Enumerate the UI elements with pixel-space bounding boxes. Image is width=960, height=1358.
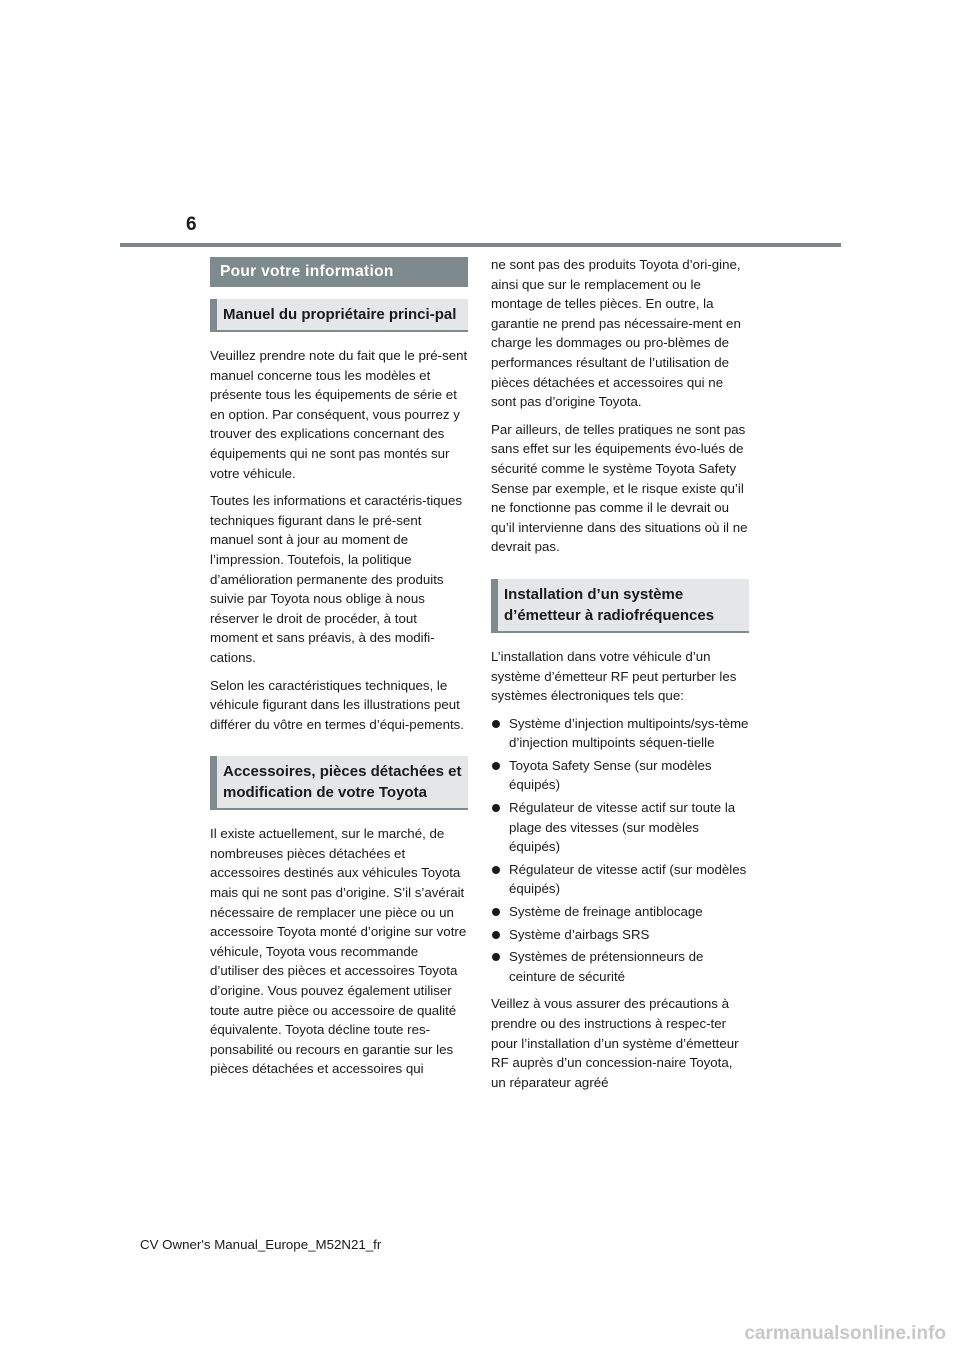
bullet-icon (492, 908, 500, 916)
bullet-icon (492, 804, 500, 812)
subsection-title-accessories: Accessoires, pièces détachées et modification de votre Toyota (210, 756, 468, 810)
header-rule (120, 243, 841, 247)
subsection-title-owners-manual: Manuel du propriétaire princi-pal (210, 299, 468, 332)
right-column (491, 255, 749, 1100)
left-column (210, 257, 468, 1087)
paragraph: L’installation dans votre véhicule d’un système d’émetteur RF peut perturber les systèmes électroniques tels que: (491, 648, 737, 704)
list-item (491, 756, 749, 795)
list-item-text: Système d’airbags SRS (509, 926, 650, 942)
bullet-icon (492, 866, 500, 874)
footer-text: CV Owner's Manual_Europe_M52N21_fr (140, 1237, 382, 1252)
list-item (491, 798, 749, 857)
bullet-icon (492, 720, 500, 728)
paragraph: Toutes les informations et caractéris-tiques techniques figurant dans le pré-sent manuel sont à jour au moment de l’impression. Toutefois, la politique d’amélioration permanente des produits suivie par Toyota nous oblige à nous réserver le droit de procéder, à tout moment et sans préavis, à des modifi-cations. (210, 493, 463, 665)
paragraph: Il existe actuellement, sur le marché, de nombreuses pièces détachées et accessoires destinés aux véhicules Toyota mais qui ne sont pas d’origine. S’il s’avérait nécessaire de remplacer une pièce ou un accessoire Toyota monté d’origine sur votre véhicule, Toyota vous recommande d’utiliser des pièces et accessoires Toyota d’origine. Vous pouvez également utiliser toute autre pièce ou accessoire de qualité équivalente. Toyota décline toute res-ponsabilité ou recours en garantie sur les pièces détachées et accessoires qui (210, 826, 467, 1077)
watermark[interactable]: carmanualsonline.info (744, 1323, 946, 1344)
list-item (491, 947, 749, 986)
list-item (491, 902, 749, 922)
paragraph: ne sont pas des produits Toyota d’ori-gine, ainsi que sur le remplacement ou le montage de telles pièces. En outre, la garantie ne prend pas nécessaire-ment en charge les dommages ou pro-blèmes de performances résultant de l’utilisation de pièces détachées et accessoires qui ne sont pas d’origine Toyota. (491, 257, 741, 410)
list-item (491, 925, 749, 945)
list-item-text: Régulateur de vitesse actif sur toute la plage des vitesses (sur modèles équipés) (509, 800, 736, 855)
bullet-icon (492, 762, 500, 770)
paragraph: Veillez à vous assurer des précautions à prendre ou des instructions à respec-ter pour l’installation d’un système d’émetteur RF auprès d’un concession-naire Toyota, un réparateur agréé (491, 996, 739, 1090)
list-item-text: Systèmes de prétensionneurs de ceinture de sécurité (509, 949, 704, 984)
list-item-text: Régulateur de vitesse actif (sur modèles équipés) (509, 861, 747, 897)
section-title: Pour votre information (210, 257, 468, 287)
paragraph: Selon les caractéristiques techniques, le véhicule figurant dans les illustrations peut différer du vôtre en termes d’équi-pements. (210, 677, 465, 732)
bullet-icon (492, 953, 500, 961)
paragraph: Par ailleurs, de telles pratiques ne sont pas sans effet sur les équipements évo-lués de sécurité comme le système Toyota Safety Sense par exemple, et le risque existe qu’il ne fonctionne pas comme il le devrait ou qu’il intervienne dans des situations où il ne devrait pas. (491, 421, 748, 555)
page-number: 6 (186, 214, 197, 235)
list-item (491, 714, 749, 753)
paragraph: Veuillez prendre note du fait que le pré-sent manuel concerne tous les modèles et présente tous les équipements de série et en option. Par conséquent, vous pourrez y trouver des explications concernant des équipements qui ne sont pas montés sur votre véhicule. (210, 348, 468, 481)
list-item-text: Toyota Safety Sense (sur modèles équipés) (509, 757, 712, 793)
list-item (491, 860, 749, 899)
subsection-title-rf-transmitter: Installation d’un système d’émetteur à radiofréquences (491, 579, 749, 633)
list-item-text: Système de freinage antiblocage (509, 904, 703, 920)
list-item-text: Système d’injection multipoints/sys-tème d’injection multipoints séquen-tielle (509, 715, 749, 751)
bullet-icon (492, 931, 500, 939)
bullet-list (491, 714, 749, 987)
